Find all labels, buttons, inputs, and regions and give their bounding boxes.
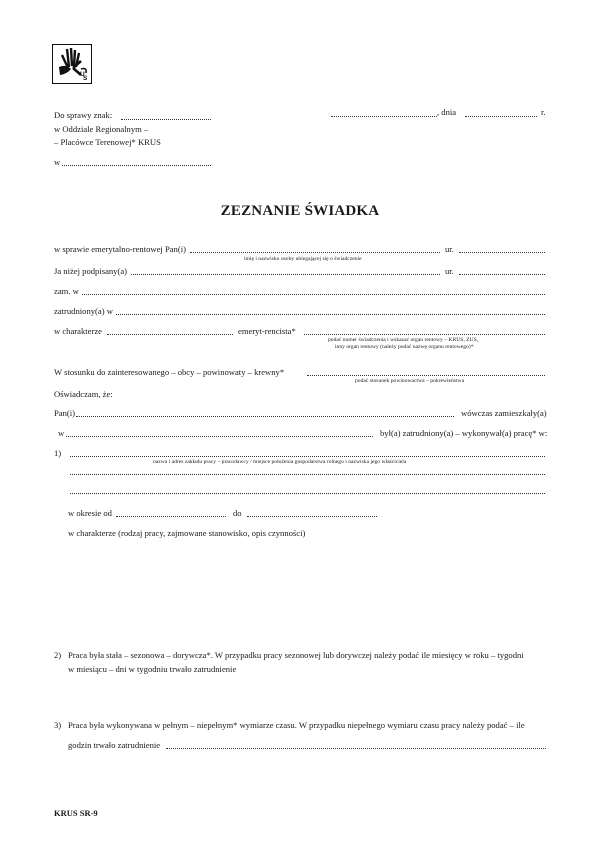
krus-emblem-icon	[53, 45, 90, 82]
relation-label: W stosunku do zainteresowanego – obcy – powinowaty – krewny*	[54, 367, 285, 377]
employed-field[interactable]	[116, 314, 545, 315]
period-from-label: w okresie od	[68, 508, 112, 518]
person-field[interactable]	[76, 416, 454, 417]
workplace-field-3[interactable]	[70, 493, 545, 494]
item2-line2: w miesiącu – dni w tygodniu trwało zatrudnienie	[68, 664, 237, 674]
role-label: w charakterze	[54, 326, 102, 336]
workplace-field-2[interactable]	[70, 474, 545, 475]
pensioner-hint2: inny organ rentowy (należy podać nazwę organu rentowego)*	[335, 344, 474, 350]
item2-answer-area[interactable]	[68, 678, 546, 708]
then-resident-label: wówczas zamieszkały(a)	[461, 408, 547, 418]
witness-birth-field[interactable]	[459, 274, 545, 275]
pensioner-hint1: podać numer świadczenia i wskazać organ rentowy – KRUS, ZUS,	[328, 337, 479, 343]
employed-label: zatrudniony(a) w	[54, 306, 113, 316]
period-to-label: do	[233, 508, 242, 518]
declaration-heading: Oświadczam, że:	[54, 389, 113, 399]
applicant-name-hint: imię i nazwisko osoby ubiegającej się o świadczenie	[244, 256, 362, 262]
item3-line1: Praca była wykonywana w pełnym – niepełnym* wymiarze czasu. W przypadku niepełnego wymiaru czasu pracy należy podać – ile	[68, 720, 525, 730]
page-title: ZEZNANIE ŚWIADKA	[220, 203, 380, 219]
krus-logo	[52, 44, 92, 84]
item2-line1: Praca była stała – sezonowa – dorywcza*. W przypadku pracy sezonowej lub dorywczej należy podać ile miesięcy w roku – tygodni	[68, 650, 524, 660]
item2-number: 2)	[54, 650, 62, 660]
worked-label: był(a) zatrudniony(a) – wykonywał(a) pracę* w:	[380, 428, 548, 438]
svg-text:S: S	[83, 75, 88, 82]
hours-field[interactable]	[166, 748, 546, 749]
svg-text:U: U	[80, 71, 85, 78]
location-field[interactable]	[66, 436, 373, 437]
location-w-label: w	[58, 428, 65, 438]
workplace-hint: nazwa i adres zakładu pracy – pracodawcy / miejsce położenia gospodarstwa rolnego i nazwiska jego właściciela	[153, 459, 407, 465]
place-field[interactable]	[331, 116, 437, 117]
role-field[interactable]	[107, 334, 233, 335]
region-line2: – Placówce Terenowej* KRUS	[54, 137, 161, 147]
witness-name-field[interactable]	[131, 274, 440, 275]
office-w-label: w	[54, 157, 61, 167]
applicant-birth-field[interactable]	[459, 252, 545, 253]
residence-label: zam. w	[54, 286, 79, 296]
residence-field[interactable]	[82, 294, 545, 295]
item3-number: 3)	[54, 720, 62, 730]
job-description-area[interactable]	[68, 542, 546, 638]
workplace-field-1[interactable]	[70, 456, 545, 457]
person-label: Pan(i)	[54, 408, 76, 418]
ref-field[interactable]	[121, 119, 211, 120]
signatory-label: Ja niżej podpisany(a)	[54, 266, 128, 276]
year-suffix: r.	[541, 107, 546, 117]
region-line1: w Oddziale Regionalnym –	[54, 124, 149, 134]
period-to-field[interactable]	[247, 516, 377, 517]
case-label: w sprawie emerytalno-rentowej Pan(i)	[54, 244, 186, 254]
date-label: , dnia	[437, 107, 457, 117]
relation-field[interactable]	[307, 375, 545, 376]
item1-number: 1)	[54, 448, 62, 458]
form-code: KRUS SR-9	[54, 808, 98, 818]
applicant-birth-label: ur.	[445, 244, 454, 254]
relation-hint: podać stosunek powinowactwa – pokrewieństwa	[355, 378, 465, 384]
job-description-label: w charakterze (rodzaj pracy, zajmowane stanowisko, opis czynności)	[68, 528, 306, 538]
office-field[interactable]	[62, 165, 211, 166]
pensioner-label: emeryt-rencista*	[238, 326, 296, 336]
ref-label: Do sprawy znak:	[54, 110, 113, 120]
period-from-field[interactable]	[116, 516, 226, 517]
witness-birth-label: ur.	[445, 266, 454, 276]
date-field[interactable]	[465, 116, 537, 117]
pensioner-field[interactable]	[304, 334, 545, 335]
item3-line2: godzin trwało zatrudnienie	[68, 740, 161, 750]
applicant-name-field[interactable]	[190, 252, 440, 253]
